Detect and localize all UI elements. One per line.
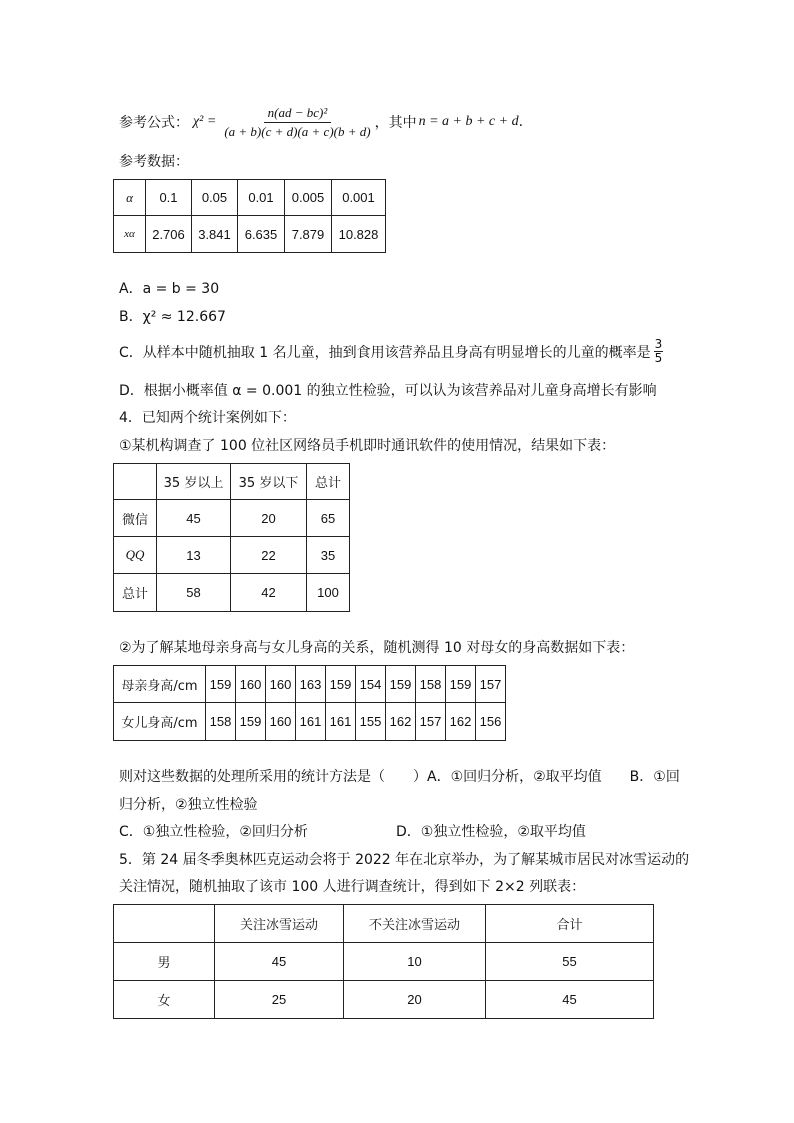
q5-header: 关注冰雪运动 <box>215 905 344 943</box>
q4-option-c: C．①独立性检验，②回归分析 <box>119 824 308 840</box>
table-cell: 162 <box>386 703 416 741</box>
table-cell: 158 <box>206 703 236 741</box>
table1-header: 35 岁以上 <box>157 464 231 500</box>
table-cell: 159 <box>326 666 356 703</box>
ref-cell: 7.879 <box>285 216 332 253</box>
ref-cell: 6.635 <box>238 216 285 253</box>
q4-option-d: D．①独立性检验，②取平均值 <box>396 824 586 840</box>
q4-question-line1: 则对这些数据的处理所采用的统计方法是（ ）A．①回归分析，②取平均值 B．①回 <box>119 769 680 785</box>
reference-table <box>113 179 386 253</box>
table-cell: 154 <box>356 666 386 703</box>
table-cell: 163 <box>296 666 326 703</box>
formula-fraction <box>220 104 374 141</box>
q4-case2: ②为了解某地母亲身高与女儿身高的关系，随机测得 10 对母女的身高数据如下表： <box>119 640 635 656</box>
table-cell: 162 <box>446 703 476 741</box>
table-cell: 161 <box>326 703 356 741</box>
option-c-numerator: 3 <box>654 337 663 351</box>
row-label: 微信 <box>114 500 157 537</box>
ref-cell: 10.828 <box>332 216 386 253</box>
table2-daughter-row <box>114 703 506 741</box>
q5-header: 合计 <box>486 905 654 943</box>
table-cell: 160 <box>236 666 266 703</box>
table-cell: 45 <box>157 500 231 537</box>
table-cell: 25 <box>215 981 344 1019</box>
q5-header-row <box>114 905 654 943</box>
table-row <box>114 574 350 612</box>
table1-header: 总计 <box>307 464 350 500</box>
q5-header: 不关注冰雪运动 <box>344 905 486 943</box>
ref-cell: 2.706 <box>146 216 192 253</box>
table-row <box>114 500 350 537</box>
option-a: A．a = b = 30 <box>119 281 220 297</box>
table-cell: 155 <box>356 703 386 741</box>
table-cell: 159 <box>386 666 416 703</box>
table-cell: 100 <box>307 574 350 612</box>
reference-formula <box>119 100 523 144</box>
table-cell: 160 <box>266 666 296 703</box>
option-c-fraction <box>654 338 664 365</box>
option-c-text: C．从样本中随机抽取 1 名儿童，抽到食用该营养品且身高有明显增长的儿童的概率是 <box>119 344 651 361</box>
table-row <box>114 943 654 981</box>
table-cell: 35 <box>307 537 350 574</box>
table-cell: 156 <box>476 703 506 741</box>
q4-case1: ①某机构调查了 100 位社区网络员手机即时通讯软件的使用情况，结果如下表： <box>119 438 616 454</box>
table-cell: 45 <box>215 943 344 981</box>
table-cell: 10 <box>344 943 486 981</box>
table-cell: 159 <box>236 703 266 741</box>
q4-stem: 4．已知两个统计案例如下： <box>119 410 296 426</box>
table-cell: 157 <box>416 703 446 741</box>
ref-cell: 3.841 <box>192 216 238 253</box>
ref-row1-label: α <box>114 180 146 216</box>
table-cell: 42 <box>231 574 307 612</box>
table-cell: 58 <box>157 574 231 612</box>
q4-table1 <box>113 463 350 612</box>
table-cell: 157 <box>476 666 506 703</box>
table-cell: 160 <box>266 703 296 741</box>
q5-table <box>113 904 654 1019</box>
option-c <box>119 338 663 365</box>
row-label: QQ <box>114 537 157 574</box>
formula-lhs: χ² = <box>193 114 217 129</box>
table-cell: 65 <box>307 500 350 537</box>
table-cell: 159 <box>446 666 476 703</box>
table-cell: 45 <box>486 981 654 1019</box>
table-cell: 22 <box>231 537 307 574</box>
q5-line1: 5．第 24 届冬季奥林匹克运动会将于 2022 年在北京举办，为了解某城市居民对冰雪运动的 <box>119 852 690 868</box>
table1-header: 35 岁以下 <box>231 464 307 500</box>
ref-cell: 0.01 <box>238 180 285 216</box>
q4-question-line2: 归分析，②独立性检验 <box>119 797 258 813</box>
formula-suffix: ，其中 <box>374 115 417 131</box>
row-label: 总计 <box>114 574 157 612</box>
reference-data-label: 参考数据： <box>119 154 189 170</box>
formula-end: . <box>518 114 524 130</box>
table-row <box>114 981 654 1019</box>
option-c-denominator: 5 <box>654 351 663 365</box>
table-cell: 20 <box>344 981 486 1019</box>
table-cell: 13 <box>157 537 231 574</box>
table-cell: 161 <box>296 703 326 741</box>
ref-cell: 0.001 <box>332 180 386 216</box>
formula-denominator: (a + b)(c + d)(a + c)(b + d) <box>224 123 371 139</box>
formula-n-def: n = a + b + c + d <box>418 114 519 129</box>
formula-prefix: 参考公式： <box>119 115 189 131</box>
table-cell: 20 <box>231 500 307 537</box>
reference-row-alpha <box>114 180 386 216</box>
table1-header-row <box>114 464 350 500</box>
ref-cell: 0.1 <box>146 180 192 216</box>
option-d: D．根据小概率值 α = 0.001 的独立性检验，可以认为该营养品对儿童身高增长有影响 <box>119 383 657 399</box>
ref-cell: 0.05 <box>192 180 238 216</box>
ref-row2-label: xα <box>114 216 146 253</box>
ref-cell: 0.005 <box>285 180 332 216</box>
table1-corner <box>114 464 157 500</box>
table-cell: 158 <box>416 666 446 703</box>
q4-table2 <box>113 665 506 741</box>
q5-line2: 关注情况，随机抽取了该市 100 人进行调查统计，得到如下 2×2 列联表： <box>119 879 586 895</box>
row-label: 女 <box>114 981 215 1019</box>
reference-row-x <box>114 216 386 253</box>
table-cell: 55 <box>486 943 654 981</box>
row-label: 男 <box>114 943 215 981</box>
q5-corner <box>114 905 215 943</box>
table-row <box>114 537 350 574</box>
table-cell: 159 <box>206 666 236 703</box>
option-b: B．χ² ≈ 12.667 <box>119 309 226 325</box>
formula-numerator: n(ad − bc)² <box>264 104 332 123</box>
row-label: 母亲身高/cm <box>114 666 206 703</box>
table2-mother-row <box>114 666 506 703</box>
row-label: 女儿身高/cm <box>114 703 206 741</box>
